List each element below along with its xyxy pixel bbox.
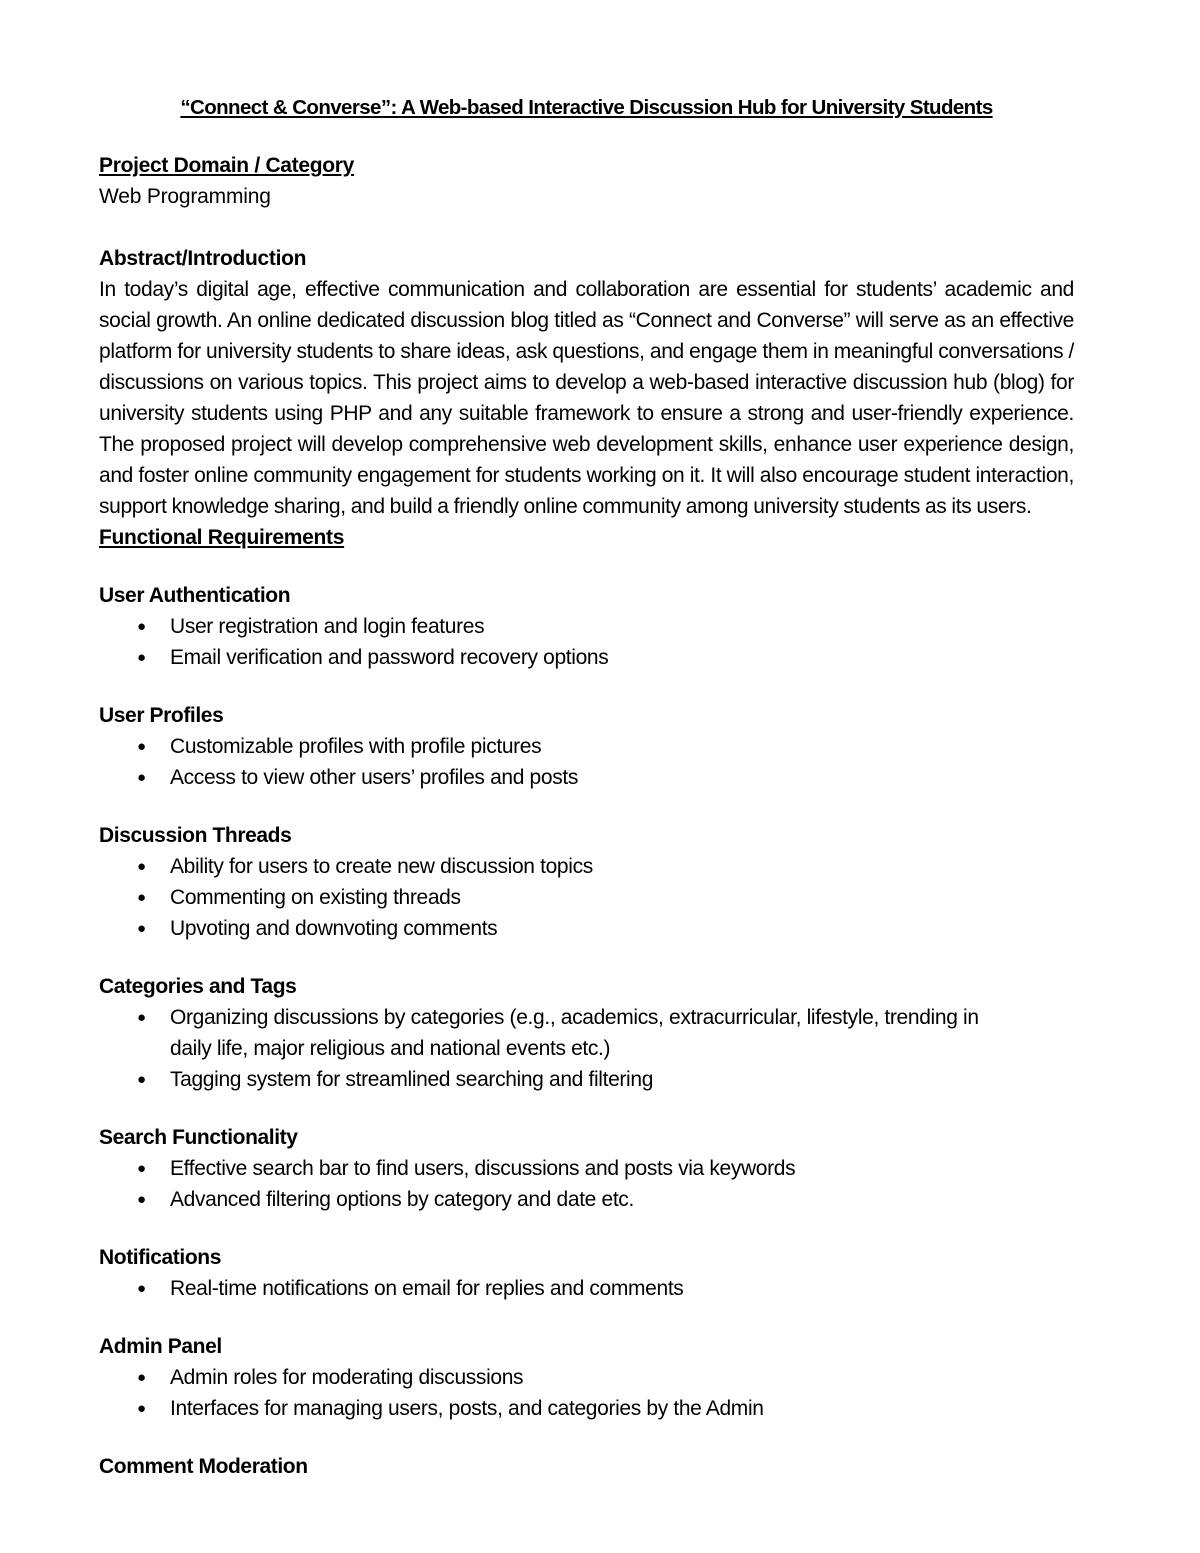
abstract-text: In today’s digital age, effective communication and collaboration are essential for students’ academic and social growth. An online dedicated discussion blog titled as “Connect and Converse” will serve as an effective platform for university students to share ideas, ask questions, and engage them in meaningful conversations / discussions on various topics. This project aims to develop a web-based interactive discussion hub (blog) for university students using PHP and any suitable framework to ensure a strong and user-friendly experience. The proposed project will develop comprehensive web development skills, enhance user experience design, and foster online community engagement for students working on it. It will also encourage student interaction, support knowledge sharing, and build a friendly online community among university students as its users. (99, 278, 1074, 518)
section-title: User Profiles (99, 704, 224, 727)
section-title: Comment Moderation (99, 1455, 308, 1478)
section-notifications (99, 1242, 1074, 1304)
functional-requirements-heading: Functional Requirements (99, 526, 345, 549)
section-admin-panel (99, 1331, 1074, 1424)
document-title: “Connect & Converse”: A Web-based Interactive Discussion Hub for University Students (180, 96, 993, 119)
bullet-list (99, 1002, 1074, 1095)
section-user-authentication (99, 580, 1074, 673)
domain-heading: Project Domain / Category (99, 154, 355, 177)
section-title: Discussion Threads (99, 824, 292, 847)
domain-value: Web Programming (99, 185, 271, 208)
document-page (99, 92, 1074, 1482)
section-categories-and-tags (99, 971, 1074, 1095)
bullet-list (99, 1362, 1074, 1424)
bullet-list (99, 1273, 1074, 1304)
section-title: Categories and Tags (99, 975, 297, 998)
bullet-list (99, 731, 1074, 793)
section-comment-moderation (99, 1451, 1074, 1482)
list-item: ● Advanced filtering options by category and date etc. (99, 1184, 1074, 1215)
list-item: ● Email verification and password recovery options (99, 642, 1074, 673)
list-item: ● Commenting on existing threads (99, 882, 1074, 913)
section-user-profiles (99, 700, 1074, 793)
list-item: ● Admin roles for moderating discussions (99, 1362, 1074, 1393)
section-search-functionality (99, 1122, 1074, 1215)
list-item: ● Upvoting and downvoting comments (99, 913, 1074, 944)
list-item: ● Access to view other users’ profiles and posts (99, 762, 1074, 793)
section-title: User Authentication (99, 584, 291, 607)
bullet-list (99, 1153, 1074, 1215)
list-item: ● Ability for users to create new discussion topics (99, 851, 1074, 882)
section-title: Search Functionality (99, 1126, 298, 1149)
list-item: ● User registration and login features (99, 611, 1074, 642)
list-item: ● Effective search bar to find users, discussions and posts via keywords (99, 1153, 1074, 1184)
section-title: Notifications (99, 1246, 221, 1269)
list-item: ● Interfaces for managing users, posts, and categories by the Admin (99, 1393, 1074, 1424)
bullet-list (99, 611, 1074, 673)
list-item: ● Real-time notifications on email for replies and comments (99, 1273, 1074, 1304)
abstract-heading: Abstract/Introduction (99, 247, 307, 270)
list-item: ● Tagging system for streamlined searching and filtering (99, 1064, 1074, 1095)
section-discussion-threads (99, 820, 1074, 944)
list-item: ● Organizing discussions by categories (e.g., academics, extracurricular, lifestyle, trending in daily life, major religious and national events etc.) (99, 1002, 1074, 1064)
list-item: ● Customizable profiles with profile pictures (99, 731, 1074, 762)
bullet-list (99, 851, 1074, 944)
section-title: Admin Panel (99, 1335, 222, 1358)
